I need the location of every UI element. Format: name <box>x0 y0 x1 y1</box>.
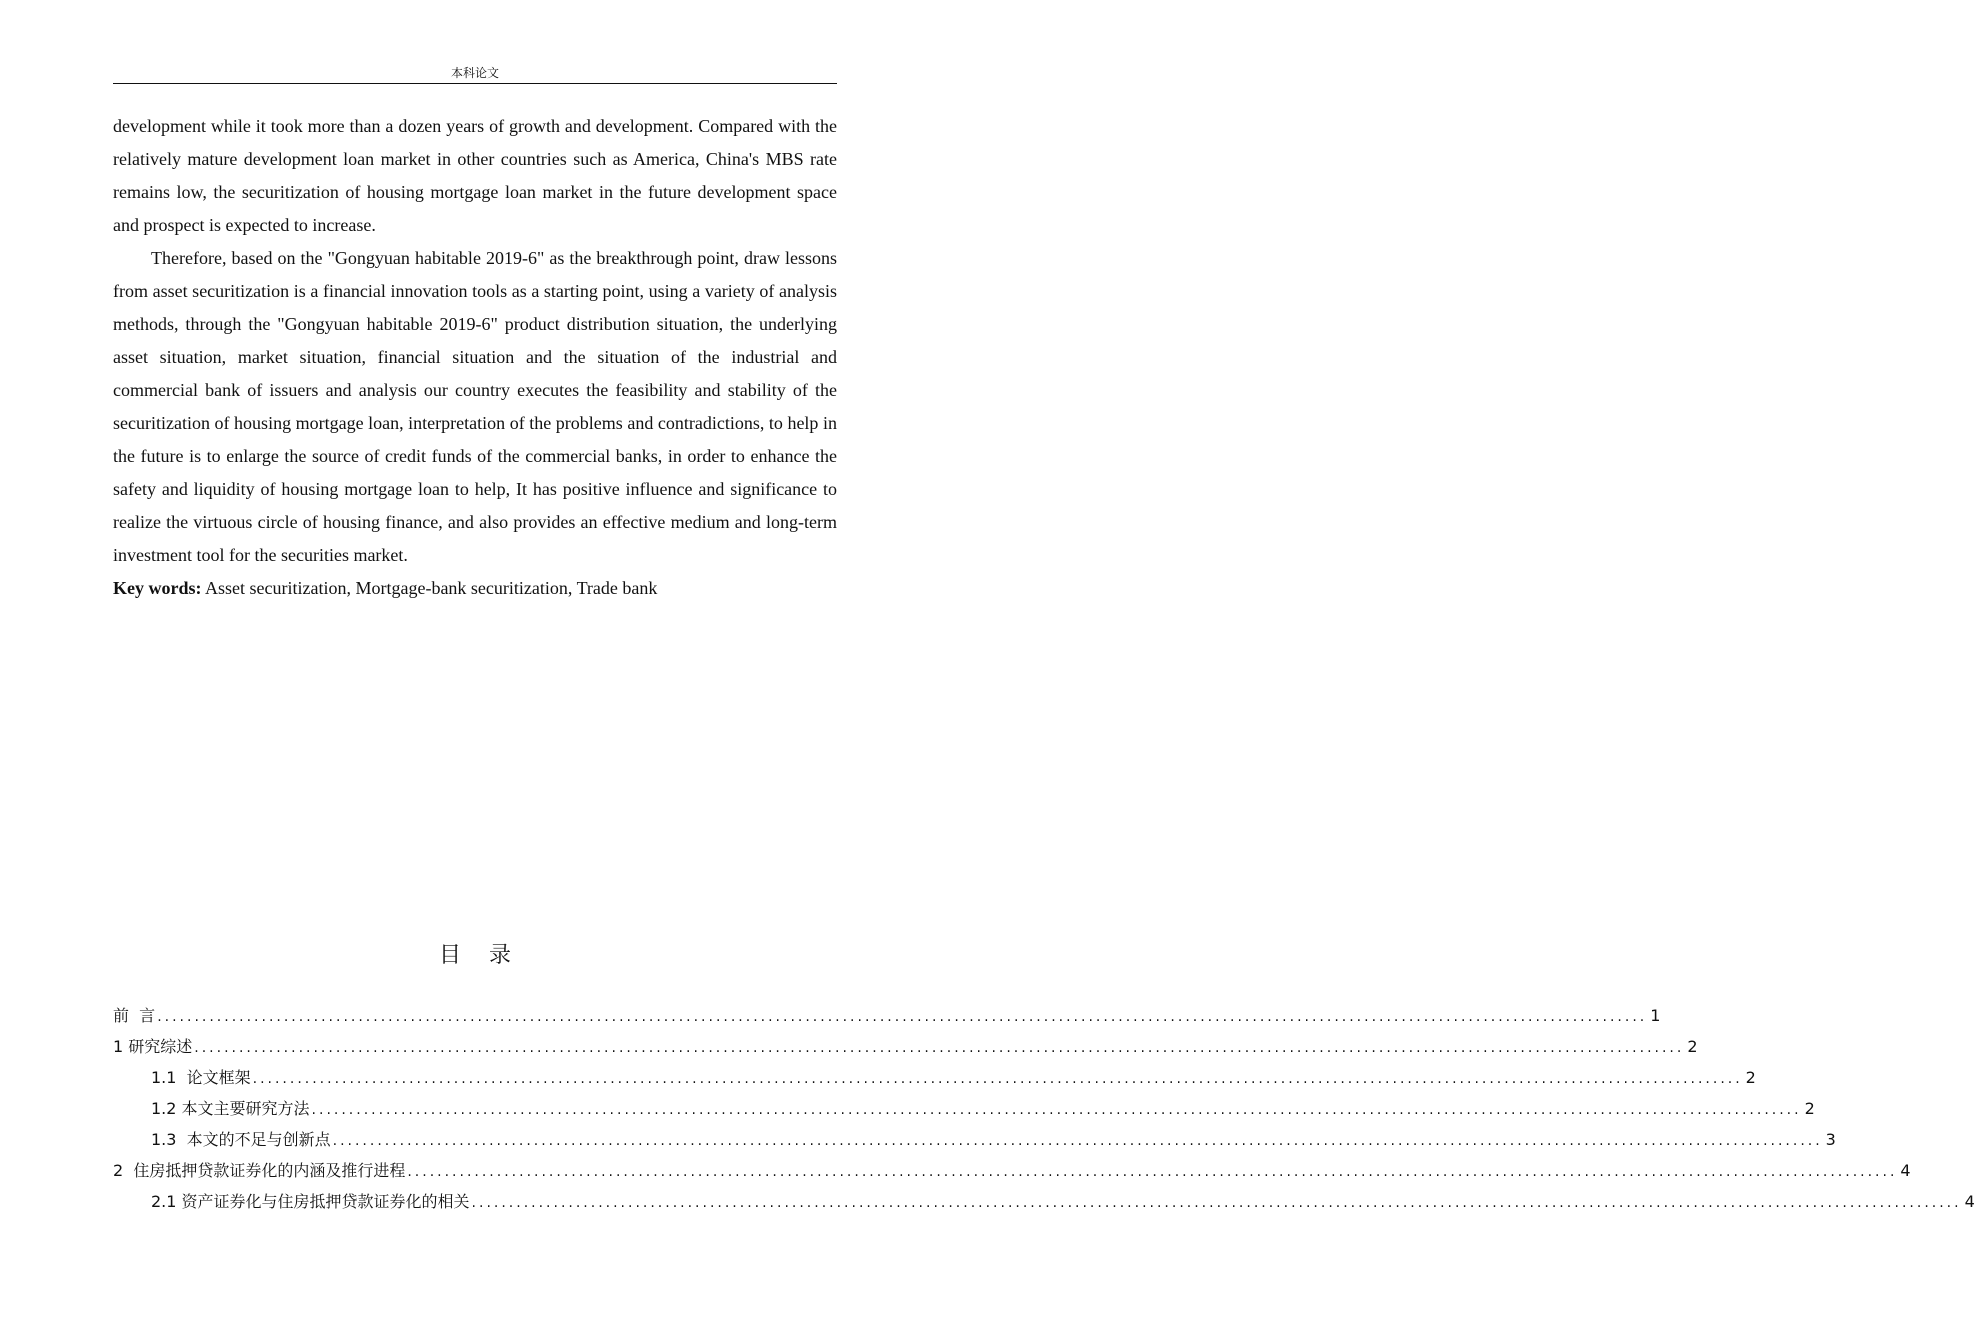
toc-dot-leader: ........................................................................................................................................................................................................ <box>311 1102 1802 1118</box>
toc-entry-label[interactable]: 1.1 论文框架 <box>151 1068 251 1087</box>
toc-dot-leader: ........................................................................................................................................................................................................ <box>157 1009 1648 1025</box>
toc-entry-label[interactable]: 1.3 本文的不足与创新点 <box>151 1130 331 1149</box>
table-of-contents <box>113 1000 1975 1217</box>
toc-page-number: 2 <box>1687 1037 1698 1056</box>
toc-title: 目录 <box>438 943 539 968</box>
toc-dot-leader: ........................................................................................................................................................................................................ <box>252 1071 1743 1087</box>
toc-page-number: 1 <box>1650 1006 1661 1025</box>
toc-dot-leader: ........................................................................................................................................................................................................ <box>332 1133 1823 1149</box>
toc-entry[interactable] <box>113 1031 1698 1062</box>
keywords-label: Key words: <box>113 578 202 598</box>
toc-dot-leader: ........................................................................................................................................................................................................ <box>407 1164 1898 1180</box>
toc-dot-leader: ........................................................................................................................................................................................................ <box>471 1195 1962 1211</box>
toc-page-number: 3 <box>1825 1130 1836 1149</box>
keywords-text: Asset securitization, Mortgage-bank securitization, Trade bank <box>201 578 658 598</box>
keywords-line <box>113 572 837 605</box>
abstract-body <box>113 110 837 605</box>
toc-entry[interactable] <box>113 1155 1911 1186</box>
toc-page-number: 4 <box>1900 1161 1911 1180</box>
abstract-paragraph: development while it took more than a dozen years of growth and development. Compared with the relatively mature development loan market in other countries such as America, China's MBS rate remains low, the securitization of housing mortgage loan market in the future development space and prospect is expected to increase. <box>113 116 837 235</box>
page-header: 本科论文 <box>450 66 499 80</box>
toc-dot-leader: ........................................................................................................................................................................................................ <box>194 1040 1685 1056</box>
abstract-paragraph: Therefore, based on the "Gongyuan habitable 2019-6" as the breakthrough point, draw lessons from asset securitization is a financial innovation tools as a starting point, using a variety of analysis methods, through the "Gongyuan habitable 2019-6" product distribution situation, the underlying asset situation, market situation, financial situation and the situation of the industrial and commercial bank of issuers and analysis our country executes the feasibility and stability of the securitization of housing mortgage loan, interpretation of the problems and contradictions, to help in the future is to enlarge the source of credit funds of the commercial banks, in order to enhance the safety and liquidity of housing mortgage loan to help, It has positive influence and significance to realize the virtuous circle of housing finance, and also provides an effective medium and long-term investment tool for the securities market. <box>113 248 837 565</box>
toc-entry[interactable] <box>113 1093 1815 1124</box>
toc-entry-label[interactable]: 2 住房抵押贷款证券化的内涵及推行进程 <box>113 1161 406 1180</box>
toc-entry[interactable] <box>113 1062 1756 1093</box>
toc-page-number: 2 <box>1804 1099 1815 1118</box>
toc-entry-label[interactable]: 2.1 资产证券化与住房抵押贷款证券化的相关 <box>151 1192 470 1211</box>
toc-entry-label[interactable]: 1.2 本文主要研究方法 <box>151 1099 310 1118</box>
toc-page-number: 2 <box>1745 1068 1756 1087</box>
toc-page-number: 4 <box>1964 1192 1975 1211</box>
toc-entry[interactable] <box>113 1000 1661 1031</box>
header-rule <box>113 83 837 84</box>
toc-entry-label[interactable]: 前 言 <box>113 1006 156 1025</box>
toc-entry[interactable] <box>113 1186 1975 1217</box>
toc-entry-label[interactable]: 1 研究综述 <box>113 1037 193 1056</box>
toc-entry[interactable] <box>113 1124 1836 1155</box>
